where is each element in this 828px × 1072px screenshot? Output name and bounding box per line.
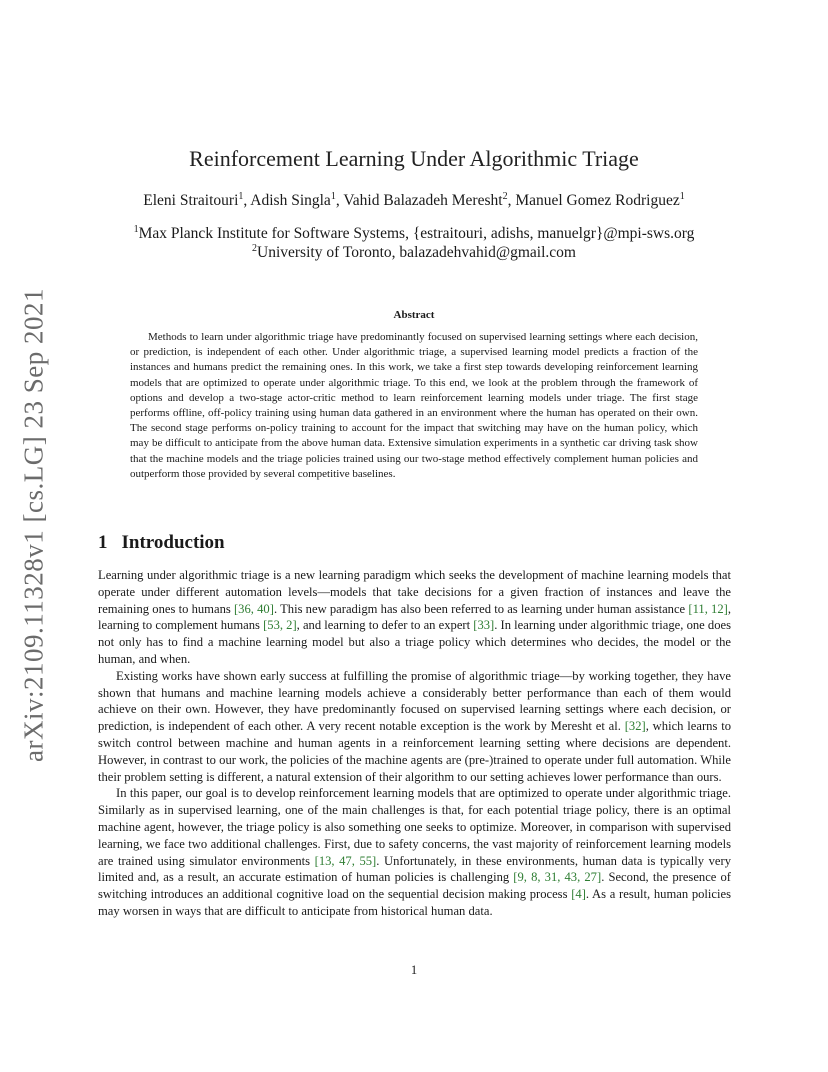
- paragraph-text: . As a result, human policies may worsen in ways that are difficult to anticipate from historical human data.: [98, 887, 732, 918]
- paragraph-text: . Second, the presence of switching introduces an additional cognitive load on the sequential decision making process: [98, 870, 732, 902]
- paragraph-text: , and learning to defer to an expert: [296, 618, 474, 633]
- author-affil-mark: 1: [679, 190, 685, 202]
- arxiv-identifier: arXiv:2109.11328v1 [cs.LG] 23 Sep 2021: [18, 288, 49, 762]
- affil-mark: 1: [133, 223, 139, 235]
- citation-link[interactable]: [11, 12]: [688, 601, 728, 616]
- citation-link[interactable]: [33]: [473, 618, 495, 633]
- section-title: Introduction: [121, 532, 225, 553]
- paper-title: Reinforcement Learning Under Algorithmic Triage: [189, 146, 639, 171]
- affil-text: Max Planck Institute for Software Systems, {estraitouri, adishs, manuelgr}@mpi-sws.org: [138, 225, 695, 242]
- page-number: 1: [410, 963, 418, 977]
- paragraph-text: , learning to complement humans: [98, 601, 732, 633]
- paragraph: [98, 668, 731, 786]
- affiliation-2: [0, 244, 828, 262]
- affiliation-1: [0, 225, 828, 243]
- author: Manuel Gomez Rodriguez: [515, 192, 680, 209]
- author: Vahid Balazadeh Meresht: [343, 192, 503, 209]
- paragraph: [98, 785, 731, 919]
- introduction-body: [98, 567, 731, 920]
- section-heading: [98, 532, 225, 554]
- paragraph-text: In this paper, our goal is to develop reinforcement learning models that are optimized to operate under algorithmic triage. Similarly as in supervised learning, one of the main challenges is that, for each potential triage policy, there is an optimal machine agent, however, the triage policy is also something one seeks to optimize. Moreover, in comparison with supervised learning, we face two additional challenges. First, due to safety concerns, the vast majority of reinforcement learning models are trained using simulator environments: [98, 786, 731, 868]
- author-affil-mark: 1: [238, 190, 244, 202]
- affil-mark: 2: [252, 242, 258, 254]
- abstract-heading: Abstract: [393, 309, 435, 321]
- citation-link[interactable]: [32]: [624, 719, 646, 734]
- paragraph-text: Learning under algorithmic triage is a new learning paradigm which seeks the development of machine learning models that operate under different automation levels—models that take decisions for a given fraction of instances and leave the remaining ones to humans: [98, 568, 731, 616]
- author: Adish Singla: [250, 192, 331, 209]
- author-affil-mark: 2: [502, 190, 508, 202]
- affil-text: University of Toronto, balazadehvahid@gmail.com: [257, 244, 576, 261]
- paragraph-text: . In learning under algorithmic triage, one does not only has to find a machine learning model but also a triage policy which determines who decides, the model or the human, and when.: [98, 618, 731, 666]
- author-affil-mark: 1: [330, 190, 336, 202]
- paragraph-text: . Unfortunately, in these environments, human data is typically very limited and, as a result, an accurate estimation of human policies is challenging: [98, 853, 731, 885]
- author-list: Eleni Straitouri$^1$, Adish Singla$^1$, Vahid Balazadeh Meresht$^2$, Manuel Gomez Rodriguez$^1$: [143, 190, 685, 209]
- author: Eleni Straitouri: [143, 192, 239, 209]
- abstract-text: Methods to learn under algorithmic triage have predominantly focused on supervised learning settings where each decision, or prediction, is independent of each other. Under algorithmic triage, a supervised learning model predicts a fraction of the instances and humans predict the remaining ones. In this work, we take a first step towards developing reinforcement learning models that are optimized to operate under algorithmic triage. To this end, we look at the problem through the framework of options and develop a two-stage actor-critic method to learn reinforcement learning models under triage. The first stage performs offline, off-policy training using human data gathered in an environment where the human has operated on their own. The second stage performs on-policy training to account for the impact that switching may have on the human policy, which may be difficult to anticipate from the above human data. Extensive simulation experiments in a synthetic car driving task show that the machine models and the triage policies trained using our two-stage method effectively complement human policies and outperform those provided by several competitive baselines.: [130, 331, 698, 480]
- paragraph-text: , which learns to switch control between machine and human agents in a reinforcement learning setting where decisions are dependent. However, in contrast to our work, the policies of the machine agents are (pre-)trained to operate under full automation. While their problem setting is different, a natural extension of their algorithm to our setting achieves lower performance than ours.: [98, 719, 731, 784]
- citation-link[interactable]: [4]: [571, 887, 586, 902]
- paragraph-text: . This new paradigm has also been referred to as learning under human assistance: [273, 601, 689, 616]
- citation-link[interactable]: [53, 2]: [263, 618, 297, 633]
- citation-link[interactable]: [13, 47, 55]: [314, 853, 377, 868]
- arxiv-sidebar: [14, 290, 54, 760]
- citation-link[interactable]: [36, 40]: [233, 601, 274, 616]
- citation-link[interactable]: [9, 8, 31, 43, 27]: [513, 870, 602, 885]
- section-number: 1: [98, 532, 108, 553]
- paragraph: [98, 567, 731, 668]
- paragraph-text: Existing works have shown early success at fulfilling the promise of algorithmic triage—by working together, they have shown that humans and machine learning models achieve a considerably better performance than each of them would achieve on their own. However, they have predominantly focused on supervised learning settings where each decision, or prediction, is independent of each other. A very recent notable exception is the work by Meresht et al.: [98, 668, 731, 734]
